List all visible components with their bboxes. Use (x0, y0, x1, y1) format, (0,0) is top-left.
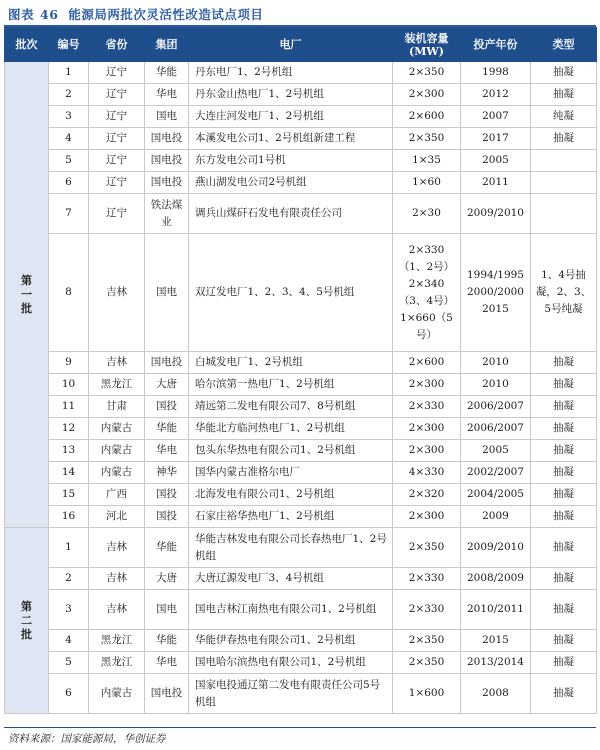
cell-year: 2010 (461, 374, 531, 396)
cell-capacity: 2×30 (393, 194, 461, 234)
cell-type (531, 150, 597, 172)
cell-plant: 白城发电厂1、2号机组 (189, 352, 393, 374)
figure-number: 46 (40, 7, 59, 22)
cell-capacity: 2×350 (393, 128, 461, 150)
cell-no: 15 (49, 484, 89, 506)
cell-plant: 华能伊春热电有限公司1、2号机组 (189, 630, 393, 652)
cell-year: 2006/2007 (461, 418, 531, 440)
cell-capacity: 2×300 (393, 506, 461, 528)
cell-group: 国电 (145, 590, 189, 630)
cell-group: 华能 (145, 528, 189, 568)
table-row (5, 172, 597, 194)
cell-type: 抽凝 (531, 652, 597, 674)
header-plant: 电厂 (189, 28, 393, 62)
cell-plant: 国电吉林江南热电有限公司1、2号机组 (189, 590, 393, 630)
cell-group: 华电 (145, 84, 189, 106)
cell-type: 抽凝 (531, 440, 597, 462)
table-row (5, 630, 597, 652)
cell-type: 抽凝 (531, 590, 597, 630)
cell-type: 抽凝 (531, 62, 597, 84)
cell-year: 2011 (461, 172, 531, 194)
cell-year: 2015 (461, 630, 531, 652)
table-row (5, 62, 597, 84)
cell-no: 7 (49, 194, 89, 234)
header-group: 集团 (145, 28, 189, 62)
table-row (5, 568, 597, 590)
cell-type: 纯凝 (531, 106, 597, 128)
cell-year: 2006/2007 (461, 396, 531, 418)
cell-capacity: 2×600 (393, 106, 461, 128)
figure-title-prefix: 图表 (8, 7, 35, 22)
table-header-row (5, 28, 597, 62)
cell-type: 抽凝 (531, 462, 597, 484)
table-row (5, 234, 597, 352)
cell-capacity: 2×330（1、2号）2×340（3、4号）1×660（5号） (393, 234, 461, 352)
cell-province: 吉林 (89, 234, 145, 352)
cell-no: 2 (49, 568, 89, 590)
cell-group: 华电 (145, 440, 189, 462)
cell-year: 1994/1995 2000/2000 2015 (461, 234, 531, 352)
cell-no: 10 (49, 374, 89, 396)
cell-year: 2008/2009 (461, 568, 531, 590)
cell-year: 2005 (461, 150, 531, 172)
cell-capacity: 2×350 (393, 528, 461, 568)
cell-year: 2009 (461, 506, 531, 528)
cell-no: 16 (49, 506, 89, 528)
cell-type: 抽凝 (531, 528, 597, 568)
cell-group: 国电投 (145, 150, 189, 172)
source-note: 资料来源：国家能源局，华创证券 (8, 733, 166, 745)
cell-year: 2012 (461, 84, 531, 106)
cell-year: 2007 (461, 106, 531, 128)
cell-group: 国电投 (145, 128, 189, 150)
cell-year: 2009/2010 (461, 528, 531, 568)
cell-no: 9 (49, 352, 89, 374)
cell-no: 13 (49, 440, 89, 462)
header-batch: 批次 (5, 28, 49, 62)
batch-label-char: 批 (21, 627, 32, 641)
cell-capacity: 2×300 (393, 374, 461, 396)
cell-capacity: 2×300 (393, 440, 461, 462)
cell-province: 黑龙江 (89, 630, 145, 652)
cell-capacity: 2×320 (393, 484, 461, 506)
cell-province: 河北 (89, 506, 145, 528)
cell-type (531, 172, 597, 194)
cell-year: 2010/2011 (461, 590, 531, 630)
cell-group: 神华 (145, 462, 189, 484)
cell-province: 辽宁 (89, 172, 145, 194)
cell-group: 华能 (145, 62, 189, 84)
cell-province: 辽宁 (89, 150, 145, 172)
bottom-rule (4, 727, 596, 728)
cell-no: 6 (49, 674, 89, 714)
cell-group: 国电 (145, 234, 189, 352)
cell-capacity: 2×330 (393, 568, 461, 590)
cell-year: 2010 (461, 352, 531, 374)
cell-capacity: 2×350 (393, 652, 461, 674)
cell-province: 内蒙古 (89, 418, 145, 440)
cell-type: 抽凝 (531, 568, 597, 590)
figure-title-text: 能源局两批次灵活性改造试点项目 (68, 7, 264, 22)
cell-province: 辽宁 (89, 84, 145, 106)
cell-province: 黑龙江 (89, 652, 145, 674)
cell-province: 吉林 (89, 352, 145, 374)
cell-capacity: 1×35 (393, 150, 461, 172)
cell-no: 1 (49, 62, 89, 84)
table-row (5, 396, 597, 418)
cell-type: 抽凝 (531, 396, 597, 418)
cell-capacity: 2×600 (393, 352, 461, 374)
cell-plant: 丹东电厂1、2号机组 (189, 62, 393, 84)
table-row (5, 150, 597, 172)
cell-capacity: 1×600 (393, 674, 461, 714)
cell-plant: 靖远第二发电有限公司7、8号机组 (189, 396, 393, 418)
cell-no: 12 (49, 418, 89, 440)
cell-group: 国投 (145, 506, 189, 528)
cell-plant: 石家庄裕华热电厂1、2号机组 (189, 506, 393, 528)
header-capacity: 装机容量 (MW) (393, 28, 461, 62)
cell-capacity: 2×350 (393, 62, 461, 84)
cell-plant: 调兵山煤矸石发电有限责任公司 (189, 194, 393, 234)
cell-no: 3 (49, 590, 89, 630)
cell-plant: 国家电投通辽第二发电有限责任公司5号机组 (189, 674, 393, 714)
table-row (5, 674, 597, 714)
cell-group: 大唐 (145, 374, 189, 396)
cell-group: 国电投 (145, 674, 189, 714)
cell-no: 4 (49, 128, 89, 150)
batch-label-char: 第 (21, 599, 32, 613)
table-row (5, 528, 597, 568)
cell-province: 甘肃 (89, 396, 145, 418)
table-row (5, 462, 597, 484)
cell-year: 2009/2010 (461, 194, 531, 234)
cell-year: 2004/2005 (461, 484, 531, 506)
cell-group: 华能 (145, 418, 189, 440)
cell-province: 吉林 (89, 590, 145, 630)
table-row (5, 194, 597, 234)
cell-group: 华能 (145, 630, 189, 652)
header-no: 编号 (49, 28, 89, 62)
cell-year: 2017 (461, 128, 531, 150)
header-type: 类型 (531, 28, 597, 62)
cell-capacity: 2×350 (393, 630, 461, 652)
cell-year: 2002/2007 (461, 462, 531, 484)
cell-type: 抽凝 (531, 128, 597, 150)
table-row (5, 484, 597, 506)
cell-plant: 华能北方临河热电厂1、2号机组 (189, 418, 393, 440)
cell-plant: 华能吉林发电有限公司长春热电厂1、2号机组 (189, 528, 393, 568)
cell-capacity: 1×60 (393, 172, 461, 194)
cell-year: 1998 (461, 62, 531, 84)
cell-year: 2008 (461, 674, 531, 714)
cell-type: 抽凝 (531, 674, 597, 714)
header-year: 投产年份 (461, 28, 531, 62)
cell-group: 国电 (145, 106, 189, 128)
cell-plant: 国电哈尔滨热电有限公司1、2号机组 (189, 652, 393, 674)
cell-capacity: 2×330 (393, 590, 461, 630)
cell-group: 国电投 (145, 172, 189, 194)
cell-type: 1、4号抽凝，2、3、5号纯凝 (531, 234, 597, 352)
table-row (5, 440, 597, 462)
cell-province: 辽宁 (89, 194, 145, 234)
cell-no: 6 (49, 172, 89, 194)
cell-plant: 北海发电有限公司1、2号机组 (189, 484, 393, 506)
cell-plant: 包头东华热电有限公司1、2号机组 (189, 440, 393, 462)
cell-province: 黑龙江 (89, 374, 145, 396)
cell-plant: 大唐辽源发电厂3、4号机组 (189, 568, 393, 590)
figure-title (8, 5, 263, 25)
cell-type: 抽凝 (531, 630, 597, 652)
cell-capacity: 2×330 (393, 396, 461, 418)
cell-no: 5 (49, 150, 89, 172)
cell-province: 辽宁 (89, 106, 145, 128)
cell-plant: 国华内蒙古准格尔电厂 (189, 462, 393, 484)
table-row (5, 374, 597, 396)
cell-year: 2013/2014 (461, 652, 531, 674)
table-row (5, 128, 597, 150)
cell-capacity: 4×330 (393, 462, 461, 484)
cell-year: 2005 (461, 440, 531, 462)
table-row (5, 590, 597, 630)
cell-group: 铁法煤业 (145, 194, 189, 234)
table-row (5, 106, 597, 128)
table-row (5, 84, 597, 106)
batch-label-char: 一 (21, 287, 32, 301)
cell-no: 8 (49, 234, 89, 352)
table-row (5, 652, 597, 674)
cell-province: 辽宁 (89, 62, 145, 84)
cell-type: 抽凝 (531, 506, 597, 528)
cell-plant: 哈尔滨第一热电厂1、2号机组 (189, 374, 393, 396)
cell-capacity: 2×300 (393, 418, 461, 440)
cell-group: 国电投 (145, 352, 189, 374)
cell-province: 内蒙古 (89, 440, 145, 462)
cell-province: 内蒙古 (89, 462, 145, 484)
pilot-projects-table (4, 27, 597, 714)
cell-group: 国投 (145, 396, 189, 418)
cell-type: 抽凝 (531, 374, 597, 396)
cell-group: 国投 (145, 484, 189, 506)
cell-plant: 燕山湖发电公司2号机组 (189, 172, 393, 194)
table-row (5, 506, 597, 528)
batch-cell-first (5, 62, 49, 528)
cell-type: 抽凝 (531, 418, 597, 440)
cell-no: 4 (49, 630, 89, 652)
batch-label-char: 二 (21, 613, 32, 627)
batch-label-char: 第 (21, 273, 32, 287)
cell-no: 2 (49, 84, 89, 106)
cell-type: 抽凝 (531, 84, 597, 106)
table-row (5, 352, 597, 374)
cell-no: 3 (49, 106, 89, 128)
cell-plant: 本溪发电公司1、2号机组新建工程 (189, 128, 393, 150)
cell-no: 1 (49, 528, 89, 568)
cell-province: 广西 (89, 484, 145, 506)
header-province: 省份 (89, 28, 145, 62)
batch-label-char: 批 (21, 301, 32, 315)
cell-plant: 丹东金山热电厂1、2号机组 (189, 84, 393, 106)
cell-type: 抽凝 (531, 352, 597, 374)
cell-group: 大唐 (145, 568, 189, 590)
cell-province: 吉林 (89, 568, 145, 590)
batch-cell-second (5, 528, 49, 714)
cell-group: 华电 (145, 652, 189, 674)
cell-plant: 大连庄河发电厂1、2号机组 (189, 106, 393, 128)
cell-plant: 双辽发电厂1、2、3、4、5号机组 (189, 234, 393, 352)
cell-type (531, 194, 597, 234)
cell-type: 抽凝 (531, 484, 597, 506)
cell-no: 11 (49, 396, 89, 418)
cell-no: 14 (49, 462, 89, 484)
table-row (5, 418, 597, 440)
cell-plant: 东方发电公司1号机 (189, 150, 393, 172)
cell-province: 辽宁 (89, 128, 145, 150)
cell-capacity: 2×300 (393, 84, 461, 106)
cell-province: 吉林 (89, 528, 145, 568)
cell-province: 内蒙古 (89, 674, 145, 714)
cell-no: 5 (49, 652, 89, 674)
